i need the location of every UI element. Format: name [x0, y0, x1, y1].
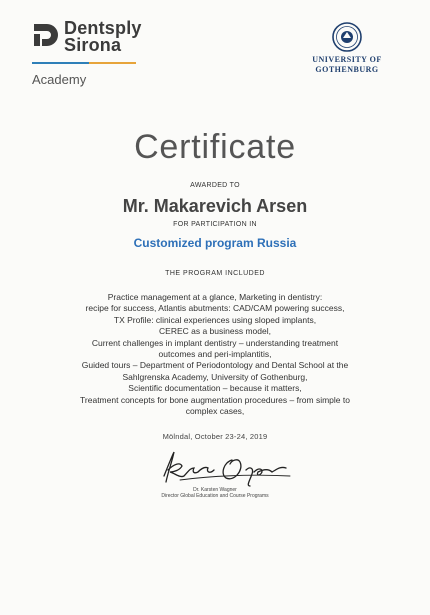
- participation-label: FOR PARTICIPATION IN: [173, 221, 257, 228]
- program-description: [0, 292, 430, 417]
- description-line: recipe for success, Atlantis abutments: CAD/CAM powering success,: [85, 303, 345, 314]
- signer-name: Dr. Karsten Wagner: [193, 487, 237, 493]
- description-line: CEREC as a business model,: [159, 326, 271, 337]
- certificate-title: Certificate: [134, 128, 296, 166]
- description-line: Treatment concepts for bone augmentation procedures – from simple to: [80, 394, 350, 405]
- description-line: TX Profile: clinical experiences using sloped implants,: [113, 314, 317, 325]
- awarded-to-label: AWARDED TO: [190, 182, 240, 189]
- signer-block: [0, 487, 430, 499]
- university-seal-icon: [332, 22, 362, 52]
- description-line: Scientific documentation – because it matters,: [128, 383, 302, 394]
- university-logo: [292, 22, 402, 75]
- recipient-name: Mr. Makarevich Arsen: [122, 196, 308, 216]
- description-line: Current challenges in implant dentistry – understanding treatment: [91, 337, 339, 348]
- description-line: complex cases,: [185, 406, 245, 417]
- brand-divider: [32, 62, 136, 64]
- description-line: outcomes and peri-implantitis,: [158, 349, 272, 360]
- university-line-2: GOTHENBURG: [315, 65, 379, 74]
- brand-sub: Academy: [32, 72, 87, 87]
- university-line-1: UNIVERSITY OF: [312, 55, 382, 64]
- dentsply-s-icon: [32, 23, 58, 49]
- description-line: Guided tours – Department of Periodontology and Dental School at the: [81, 360, 349, 371]
- description-line: Practice management at a glance, Marketing in dentistry:: [107, 292, 323, 302]
- brand-name: [64, 20, 142, 54]
- program-included-label: THE PROGRAM INCLUDED: [165, 270, 265, 277]
- brand-line-2: Sirona: [64, 35, 122, 55]
- signature-icon: [150, 446, 300, 488]
- brand-line-1: Dentsply: [64, 18, 142, 38]
- description-line: Sahlgrenska Academy, University of Gothenburg,: [122, 371, 308, 382]
- place-date: Mölndal, October 23-24, 2019: [162, 432, 268, 441]
- university-name: [292, 55, 402, 75]
- signer-title: Director Global Education and Course Programs: [161, 493, 269, 499]
- program-name: Customized program Russia: [133, 236, 297, 250]
